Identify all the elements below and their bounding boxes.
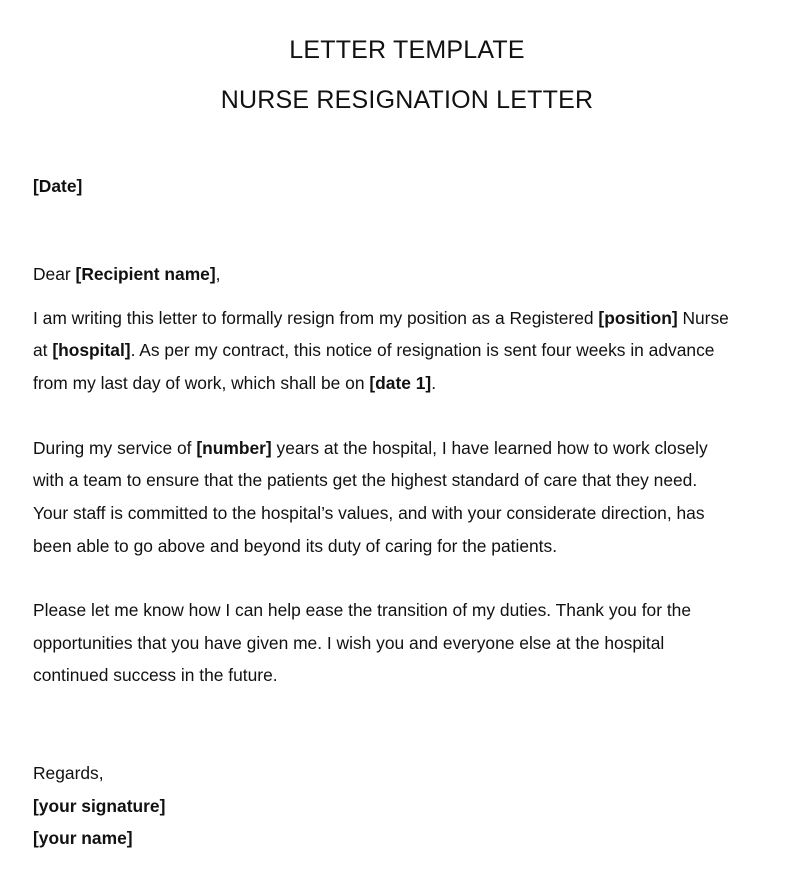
number-placeholder: [number] bbox=[196, 438, 272, 458]
text: Nurse bbox=[677, 308, 729, 328]
paragraph-1-line-2 bbox=[33, 338, 714, 362]
letter-title: NURSE RESIGNATION LETTER bbox=[220, 86, 594, 114]
template-title: LETTER TEMPLATE bbox=[289, 36, 525, 64]
salutation-prefix: Dear bbox=[33, 264, 76, 284]
signature-placeholder: [your signature] bbox=[33, 796, 166, 816]
position-placeholder: [position] bbox=[598, 308, 678, 328]
salutation bbox=[33, 262, 221, 286]
paragraph-3-line-1: Please let me know how I can help ease the transition of my duties. Thank you for the bbox=[33, 600, 691, 620]
paragraph-2-line-4: been able to go above and beyond its duty of caring for the patients. bbox=[33, 536, 558, 556]
text: . As per my contract, this notice of resignation is sent four weeks in advance bbox=[130, 340, 715, 360]
recipient-placeholder: [Recipient name] bbox=[75, 264, 216, 284]
name-placeholder: [your name] bbox=[33, 828, 133, 848]
paragraph-2-line-2: with a team to ensure that the patients get the highest standard of care that they need. bbox=[33, 470, 698, 490]
text: from my last day of work, which shall be on bbox=[33, 373, 370, 393]
text: I am writing this letter to formally resign from my position as a Registered bbox=[33, 308, 599, 328]
text: . bbox=[431, 373, 437, 393]
closing-regards: Regards, bbox=[33, 763, 104, 783]
paragraph-1-line-1 bbox=[33, 306, 729, 330]
paragraph-3-line-2: opportunities that you have given me. I wish you and everyone else at the hospital bbox=[33, 633, 665, 653]
date-placeholder: [Date] bbox=[33, 176, 83, 196]
text: years at the hospital, I have learned how to work closely bbox=[271, 438, 708, 458]
paragraph-2-line-3: Your staff is committed to the hospital’s values, and with your considerate direction, has bbox=[33, 503, 705, 523]
text: at bbox=[33, 340, 53, 360]
date-1-placeholder: [date 1] bbox=[369, 373, 432, 393]
salutation-suffix: , bbox=[215, 264, 221, 284]
hospital-placeholder: [hospital] bbox=[52, 340, 131, 360]
paragraph-1-line-3 bbox=[33, 371, 436, 395]
paragraph-3-line-3: continued success in the future. bbox=[33, 665, 278, 685]
paragraph-2-line-1 bbox=[33, 436, 708, 460]
text: During my service of bbox=[33, 438, 197, 458]
